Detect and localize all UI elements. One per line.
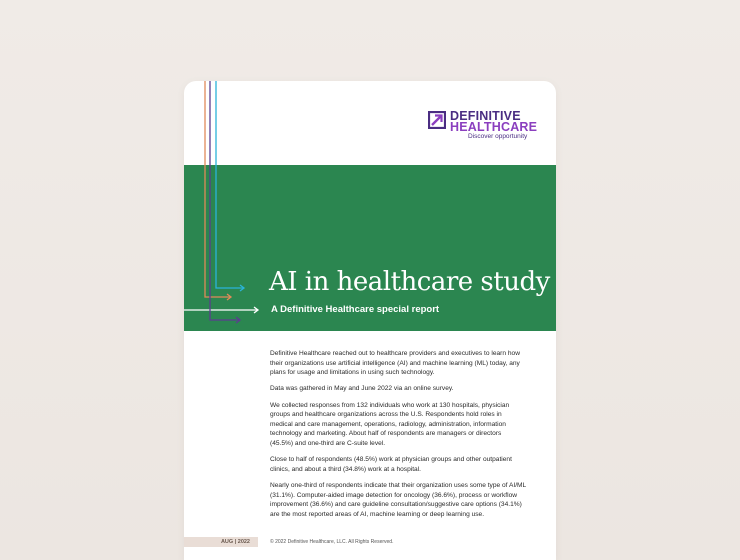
cyan-arrow-line (216, 81, 244, 288)
footer-date-tab: AUG | 2022 (184, 537, 258, 547)
paragraph: Nearly one-third of respondents indicate that their organization uses some type of AI/ML (31.1%). Computer-aided image detection for oncology (36.6%), process or workflow improvement (36.6%) and care guideline consultation/suggestive care options (34.1%) are the most reported areas of AI, machine learning or deep learning use. (270, 481, 526, 518)
orange-arrow-line (205, 81, 231, 297)
logo-tagline: Discover opportunity (468, 133, 528, 140)
report-cover-page (184, 81, 556, 560)
paragraph: Data was gathered in May and June 2022 via an online survey. (270, 385, 454, 393)
footer-copyright: © 2022 Definitive Healthcare, LLC. All Rights Reserved. (270, 539, 394, 545)
purple-arrow-line (210, 81, 240, 320)
report-subtitle: A Definitive Healthcare special report (271, 304, 440, 315)
paragraph: We collected responses from 132 individuals who work at 130 hospitals, physician groups and healthcare organizations across the U.S. Respondents hold roles in medical and care management, operations, radiology, administration, information technology and marketing. About half of respondents are managers or directors (45.5%) and one-third are C-suite level. (270, 401, 510, 447)
logo-wordmark-line1: DEFINITIVE (450, 109, 521, 123)
report-body-text (270, 349, 526, 526)
report-title: AI in healthcare study (269, 267, 550, 297)
arrow-square-icon (428, 111, 446, 129)
paragraph: Definitive Healthcare reached out to healthcare providers and executives to learn how their organizations use artificial intelligence (AI) and machine learning (ML) today, any plans for usage and limitations in using such technology. (270, 350, 520, 377)
paragraph: Close to half of respondents (48.5%) work at physician groups and other outpatient clinics, and about a third (34.8%) work at a hospital. (270, 456, 512, 473)
definitive-healthcare-logo (428, 110, 538, 142)
logo-wordmark-line2: HEALTHCARE (450, 120, 538, 134)
